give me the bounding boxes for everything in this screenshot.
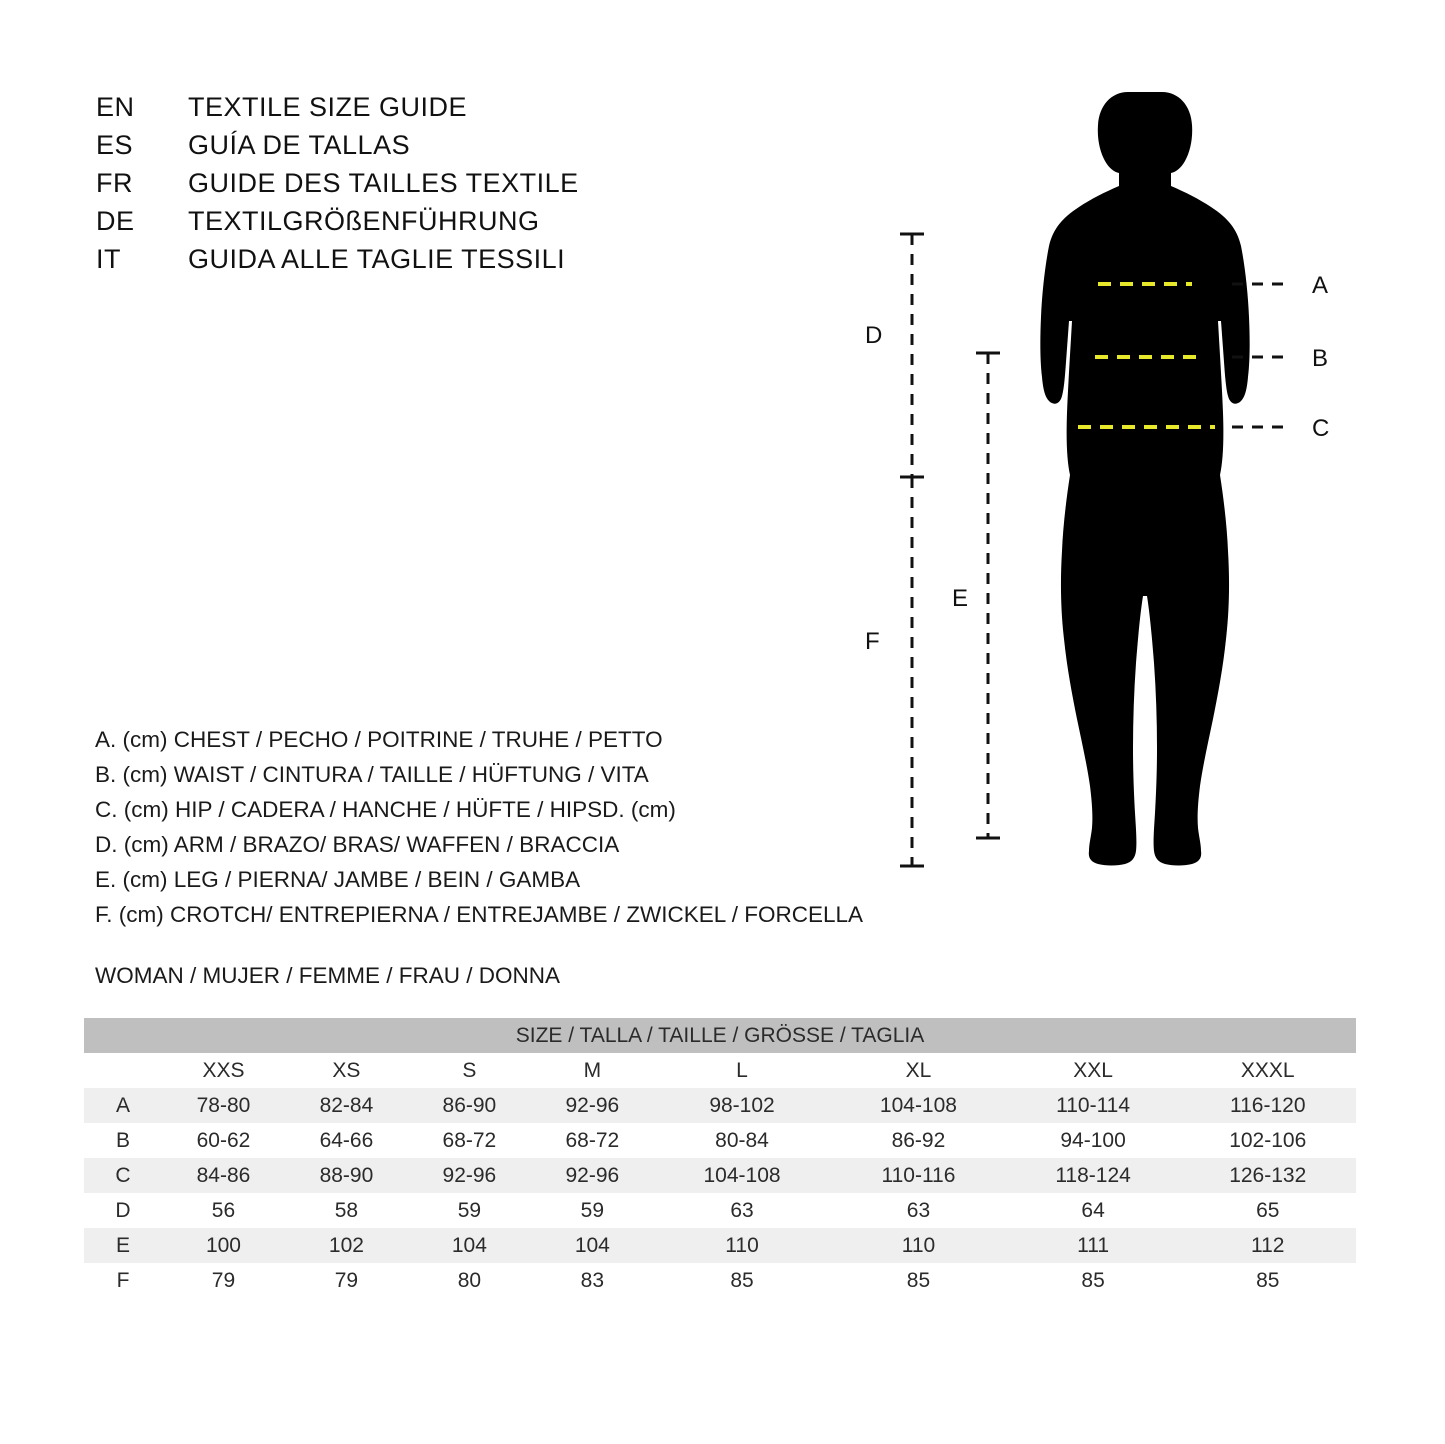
cell-d-s: 59 (408, 1193, 531, 1228)
column-header-m: M (531, 1053, 654, 1088)
row-label-b: B (84, 1123, 162, 1158)
woman-silhouette-icon (1040, 92, 1249, 866)
title-lang-es: ES (96, 130, 134, 160)
column-header-xs: XS (285, 1053, 408, 1088)
cell-c-xl: 110-116 (830, 1158, 1006, 1193)
cell-e-xxxl: 112 (1180, 1228, 1357, 1263)
measure-bracket-e (976, 353, 1000, 838)
cell-b-xl: 86-92 (830, 1123, 1006, 1158)
cell-b-m: 68-72 (531, 1123, 654, 1158)
legend-item-f: F. (cm) CROTCH/ ENTREPIERNA / ENTREJAMBE / ZWICKEL / FORCELLA (95, 902, 863, 927)
cell-e-xs: 102 (285, 1228, 408, 1263)
cell-d-xs: 58 (285, 1193, 408, 1228)
legend-item-e: E. (cm) LEG / PIERNA/ JAMBE / BEIN / GAMBA (95, 867, 581, 892)
cell-f-xl: 85 (830, 1263, 1006, 1298)
row-label-a: A (84, 1088, 162, 1123)
cell-b-xxs: 60-62 (162, 1123, 285, 1158)
column-header-l: L (654, 1053, 830, 1088)
cell-d-l: 63 (654, 1193, 830, 1228)
legend-item-a: A. (cm) CHEST / PECHO / POITRINE / TRUHE / PETTO (95, 727, 663, 752)
measure-label-e: E (952, 585, 969, 612)
table-row (84, 1088, 1356, 1123)
cell-e-xxs: 100 (162, 1228, 285, 1263)
cell-b-l: 80-84 (654, 1123, 830, 1158)
table-column-headers (84, 1053, 1356, 1088)
cell-f-xs: 79 (285, 1263, 408, 1298)
title-text-fr: GUIDE DES TAILLES TEXTILE (188, 168, 579, 198)
measure-label-c: C (1312, 415, 1330, 442)
table-row (84, 1158, 1356, 1193)
table-row (84, 1123, 1356, 1158)
cell-e-xxl: 111 (1007, 1228, 1180, 1263)
cell-b-s: 68-72 (408, 1123, 531, 1158)
cell-a-xxxl: 116-120 (1180, 1088, 1357, 1123)
cell-c-xxs: 84-86 (162, 1158, 285, 1193)
title-text-de: TEXTILGRÖßENFÜHRUNG (188, 206, 540, 236)
cell-f-s: 80 (408, 1263, 531, 1298)
column-header-s: S (408, 1053, 531, 1088)
cell-a-xxl: 110-114 (1007, 1088, 1180, 1123)
title-row (96, 130, 716, 168)
legend-item-d: D. (cm) ARM / BRAZO/ BRAS/ WAFFEN / BRACCIA (95, 832, 620, 857)
cell-f-m: 83 (531, 1263, 654, 1298)
cell-c-xs: 88-90 (285, 1158, 408, 1193)
row-label-f: F (84, 1263, 162, 1298)
measure-label-f: F (865, 628, 880, 655)
title-row (96, 206, 716, 244)
size-table (84, 1018, 1356, 1298)
gender-label: WOMAN / MUJER / FEMME / FRAU / DONNA (95, 963, 560, 988)
cell-f-xxxl: 85 (1180, 1263, 1357, 1298)
cell-b-xxxl: 102-106 (1180, 1123, 1357, 1158)
cell-d-xxl: 64 (1007, 1193, 1180, 1228)
cell-f-xxs: 79 (162, 1263, 285, 1298)
row-label-d: D (84, 1193, 162, 1228)
title-lang-de: DE (96, 206, 135, 236)
column-header-xxs: XXS (162, 1053, 285, 1088)
title-text-en: TEXTILE SIZE GUIDE (188, 92, 468, 122)
cell-d-xxs: 56 (162, 1193, 285, 1228)
table-row (84, 1228, 1356, 1263)
cell-b-xs: 64-66 (285, 1123, 408, 1158)
cell-a-xxs: 78-80 (162, 1088, 285, 1123)
title-row (96, 168, 716, 206)
cell-f-l: 85 (654, 1263, 830, 1298)
legend-block (95, 722, 895, 932)
cell-c-m: 92-96 (531, 1158, 654, 1193)
cell-e-l: 110 (654, 1228, 830, 1263)
size-band-label: SIZE / TALLA / TAILLE / GRÖSSE / TAGLIA (84, 1018, 1356, 1053)
title-text-es: GUÍA DE TALLAS (188, 130, 411, 160)
cell-b-xxl: 94-100 (1007, 1123, 1180, 1158)
cell-c-l: 104-108 (654, 1158, 830, 1193)
cell-d-m: 59 (531, 1193, 654, 1228)
legend-item-c: C. (cm) HIP / CADERA / HANCHE / HÜFTE / HIPSD. (cm) (95, 797, 676, 822)
measure-label-a: A (1312, 272, 1329, 299)
corner-cell (84, 1053, 162, 1088)
cell-e-m: 104 (531, 1228, 654, 1263)
cell-a-l: 98-102 (654, 1088, 830, 1123)
column-header-xxl: XXL (1007, 1053, 1180, 1088)
cell-c-s: 92-96 (408, 1158, 531, 1193)
cell-c-xxl: 118-124 (1007, 1158, 1180, 1193)
column-header-xl: XL (830, 1053, 1006, 1088)
title-text-it: GUIDA ALLE TAGLIE TESSILI (188, 244, 566, 274)
table-band-header (84, 1018, 1356, 1053)
title-block (96, 92, 716, 282)
cell-c-xxxl: 126-132 (1180, 1158, 1357, 1193)
title-lang-fr: FR (96, 168, 133, 198)
legend-item-b: B. (cm) WAIST / CINTURA / TAILLE / HÜFTUNG / VITA (95, 762, 649, 787)
measure-label-b: B (1312, 345, 1329, 372)
cell-d-xxxl: 65 (1180, 1193, 1357, 1228)
row-label-e: E (84, 1228, 162, 1263)
cell-f-xxl: 85 (1007, 1263, 1180, 1298)
measurement-figure (840, 50, 1380, 950)
cell-e-xl: 110 (830, 1228, 1006, 1263)
title-row (96, 244, 716, 282)
cell-e-s: 104 (408, 1228, 531, 1263)
table-row (84, 1263, 1356, 1298)
column-header-xxxl: XXXL (1180, 1053, 1357, 1088)
silhouette-svg (840, 50, 1380, 950)
cell-a-s: 86-90 (408, 1088, 531, 1123)
cell-a-xs: 82-84 (285, 1088, 408, 1123)
title-lang-en: EN (96, 92, 135, 122)
measure-bracket-d (900, 234, 924, 477)
cell-a-m: 92-96 (531, 1088, 654, 1123)
cell-d-xl: 63 (830, 1193, 1006, 1228)
table-row (84, 1193, 1356, 1228)
measure-bracket-f (900, 477, 924, 866)
title-lang-it: IT (96, 244, 121, 274)
cell-a-xl: 104-108 (830, 1088, 1006, 1123)
measure-label-d: D (865, 322, 883, 349)
row-label-c: C (84, 1158, 162, 1193)
title-row (96, 92, 716, 130)
